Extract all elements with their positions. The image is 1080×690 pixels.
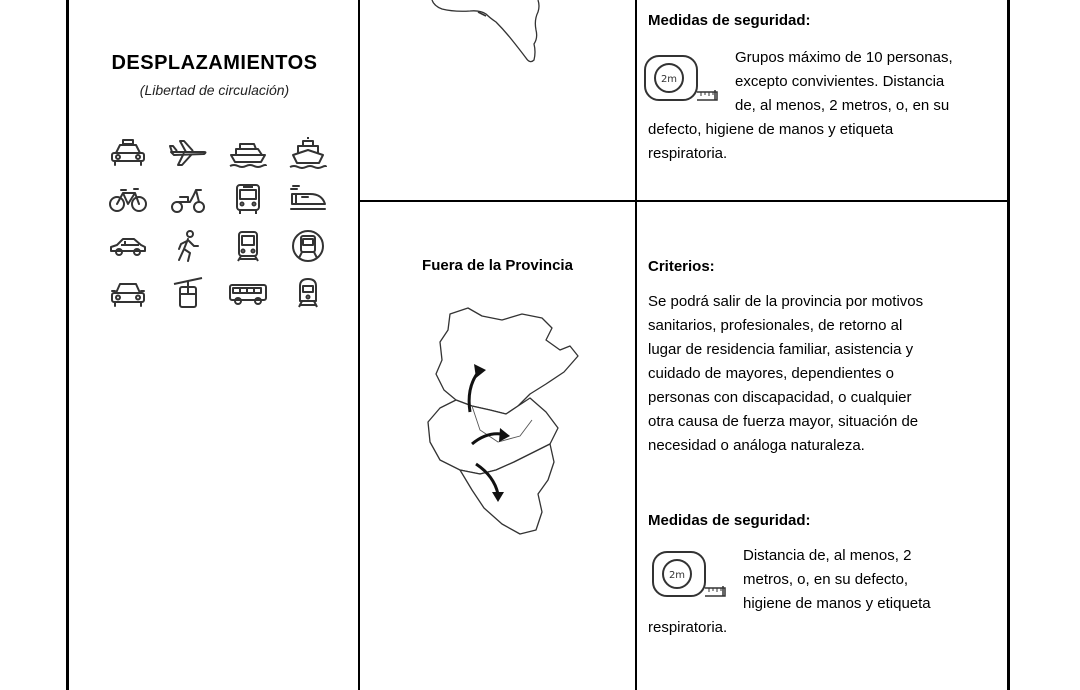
province-map [410,302,590,552]
pedestrian-icon [158,222,218,269]
cable-car-icon [158,269,218,316]
category-title: DESPLAZAMIENTOS [111,52,318,74]
bus-front-icon [218,175,278,222]
high-speed-train-icon [278,175,338,222]
measuring-tape-icon [643,54,719,104]
car-front-icon [98,269,158,316]
metro-icon [278,222,338,269]
scooter-icon [158,175,218,222]
column-divider-2 [635,0,637,690]
bottom-safety-text-indented: Distancia de, al menos, 2 metros, o, en su defecto, higiene de manos y etiqueta [743,547,931,612]
ferry-icon [218,128,278,175]
province-map-top [420,0,560,70]
bicycle-icon [98,175,158,222]
category-subtitle: (Libertad de circulación) [139,82,290,98]
train-front-icon [278,269,338,316]
top-safety-text: defecto, higiene de manos y etiqueta respiratoria. [648,121,894,162]
criteria-heading: Criterios: [648,258,715,275]
top-safety-heading: Medidas de seguridad: [648,12,811,29]
map-title: Fuera de la Provincia [422,257,573,274]
top-safety-text-indented: Grupos máximo de 10 personas, excepto convivientes. Distancia de, al menos, 2 metros, o, en su [735,49,953,114]
column-divider-1 [358,0,360,690]
row-divider [359,200,1007,202]
transport-icon-grid [98,128,338,316]
bottom-safety-heading: Medidas de seguridad: [648,512,811,529]
coach-bus-icon [218,269,278,316]
criteria-text: Se podrá salir de la provincia por motivos sanitarios, profesionales, de retorno al lugar de residencia familiar, asistencia y cuidado de mayores, dependientes o personas con discapacidad, o cualquier otra causa de fuerza mayor, situación de necesidad o análoga naturaleza. [648,293,924,454]
bottom-safety-text: respiratoria. [648,619,728,636]
taxi-icon [98,128,158,175]
car-side-icon [98,222,158,269]
category-cell [72,0,357,675]
measuring-tape-icon-2 [651,550,727,600]
svg-text:2m: 2m [660,74,678,85]
airplane-icon [158,128,218,175]
ship-icon [278,128,338,175]
svg-text:2m: 2m [668,570,686,581]
tram-icon [218,222,278,269]
